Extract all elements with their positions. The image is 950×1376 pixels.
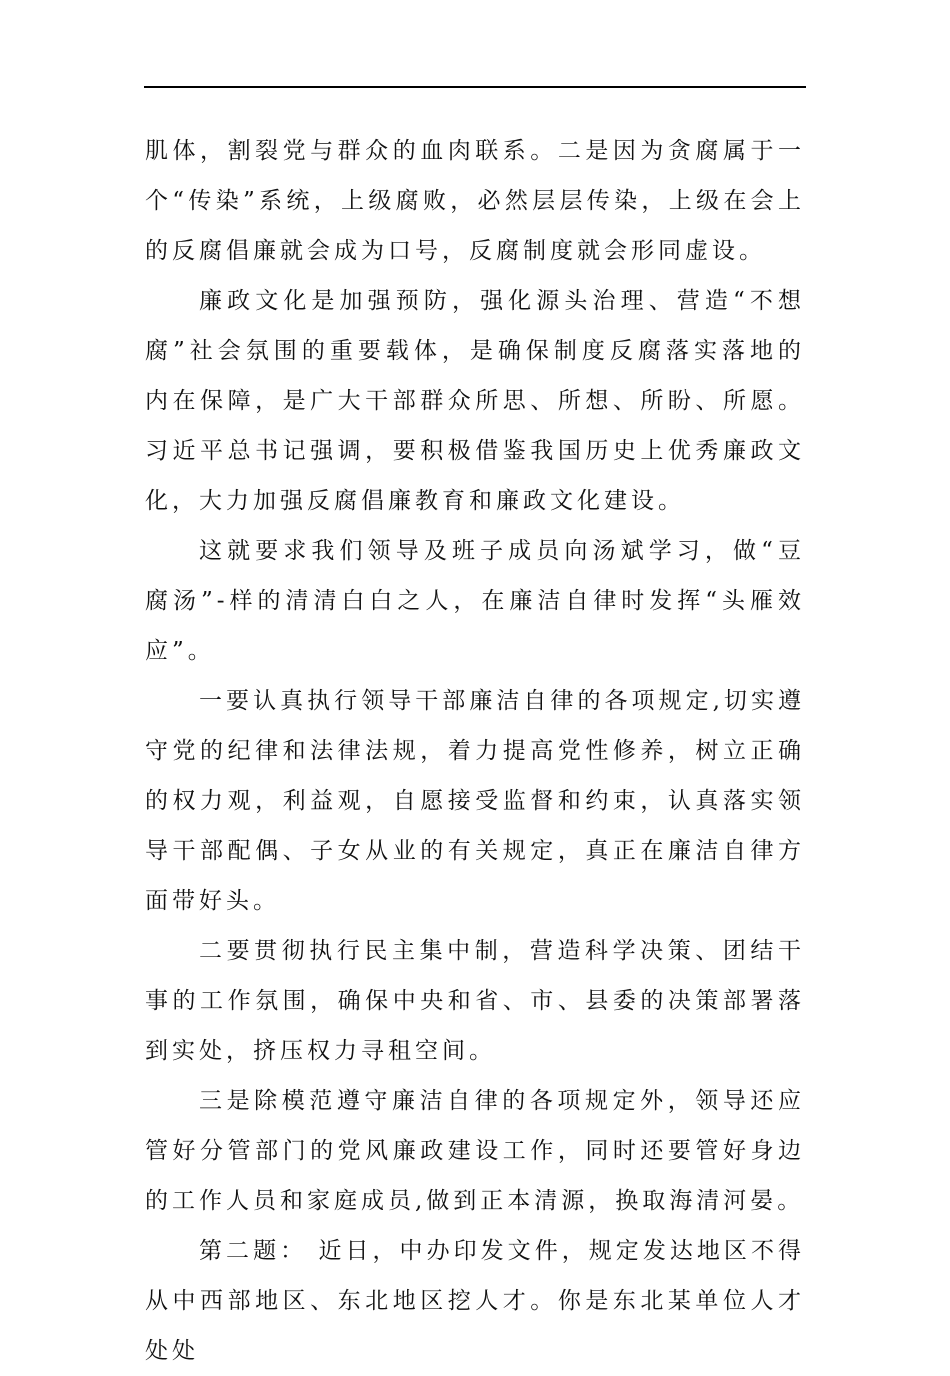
paragraph-5: 二要贯彻执行民主集中制，营造科学决策、团结干事的工作氛围，确保中央和省、市、县委的决策部署落到实处，挤压权力寻租空间。 <box>145 938 805 1064</box>
paragraph-6: 三是除模范遵守廉洁自律的各项规定外，领导还应管好分管部门的党风廉政建设工作，同时还要管好身边的工作人员和家庭成员,做到正本清源，换取海清河晏。 <box>145 1088 805 1214</box>
paragraph-7: 第二题： 近日，中办印发文件，规定发达地区不得从中西部地区、东北地区挖人才。你是东北某单位人才处处 <box>145 1238 805 1364</box>
paragraph-4: 一要认真执行领导干部廉洁自律的各项规定,切实遵守党的纪律和法律法规，着力提高党性修养，树立正确的权力观，利益观，自愿接受监督和约束，认真落实领导干部配偶、子女从业的有关规定，真正在廉洁自律方面带好头。 <box>145 688 805 914</box>
header-rule <box>144 86 806 88</box>
paragraph-3: 这就要求我们领导及班子成员向汤斌学习，做“豆腐汤”-样的清清白白之人，在廉洁自律时发挥“头雁效应”。 <box>145 538 805 664</box>
body-text <box>145 126 805 1376</box>
paragraph-1: 肌体，割裂党与群众的血肉联系。二是因为贪腐属于一个“传染”系统，上级腐败，必然层层传染，上级在会上的反腐倡廉就会成为口号，反腐制度就会形同虚设。 <box>145 138 805 264</box>
paragraph-2: 廉政文化是加强预防，强化源头治理、营造“不想腐”社会氛围的重要载体，是确保制度反腐落实落地的内在保障，是广大干部群众所思、所想、所盼、所愿。习近平总书记强调，要积极借鉴我国历史上优秀廉政文化，大力加强反腐倡廉教育和廉政文化建设。 <box>145 288 805 514</box>
